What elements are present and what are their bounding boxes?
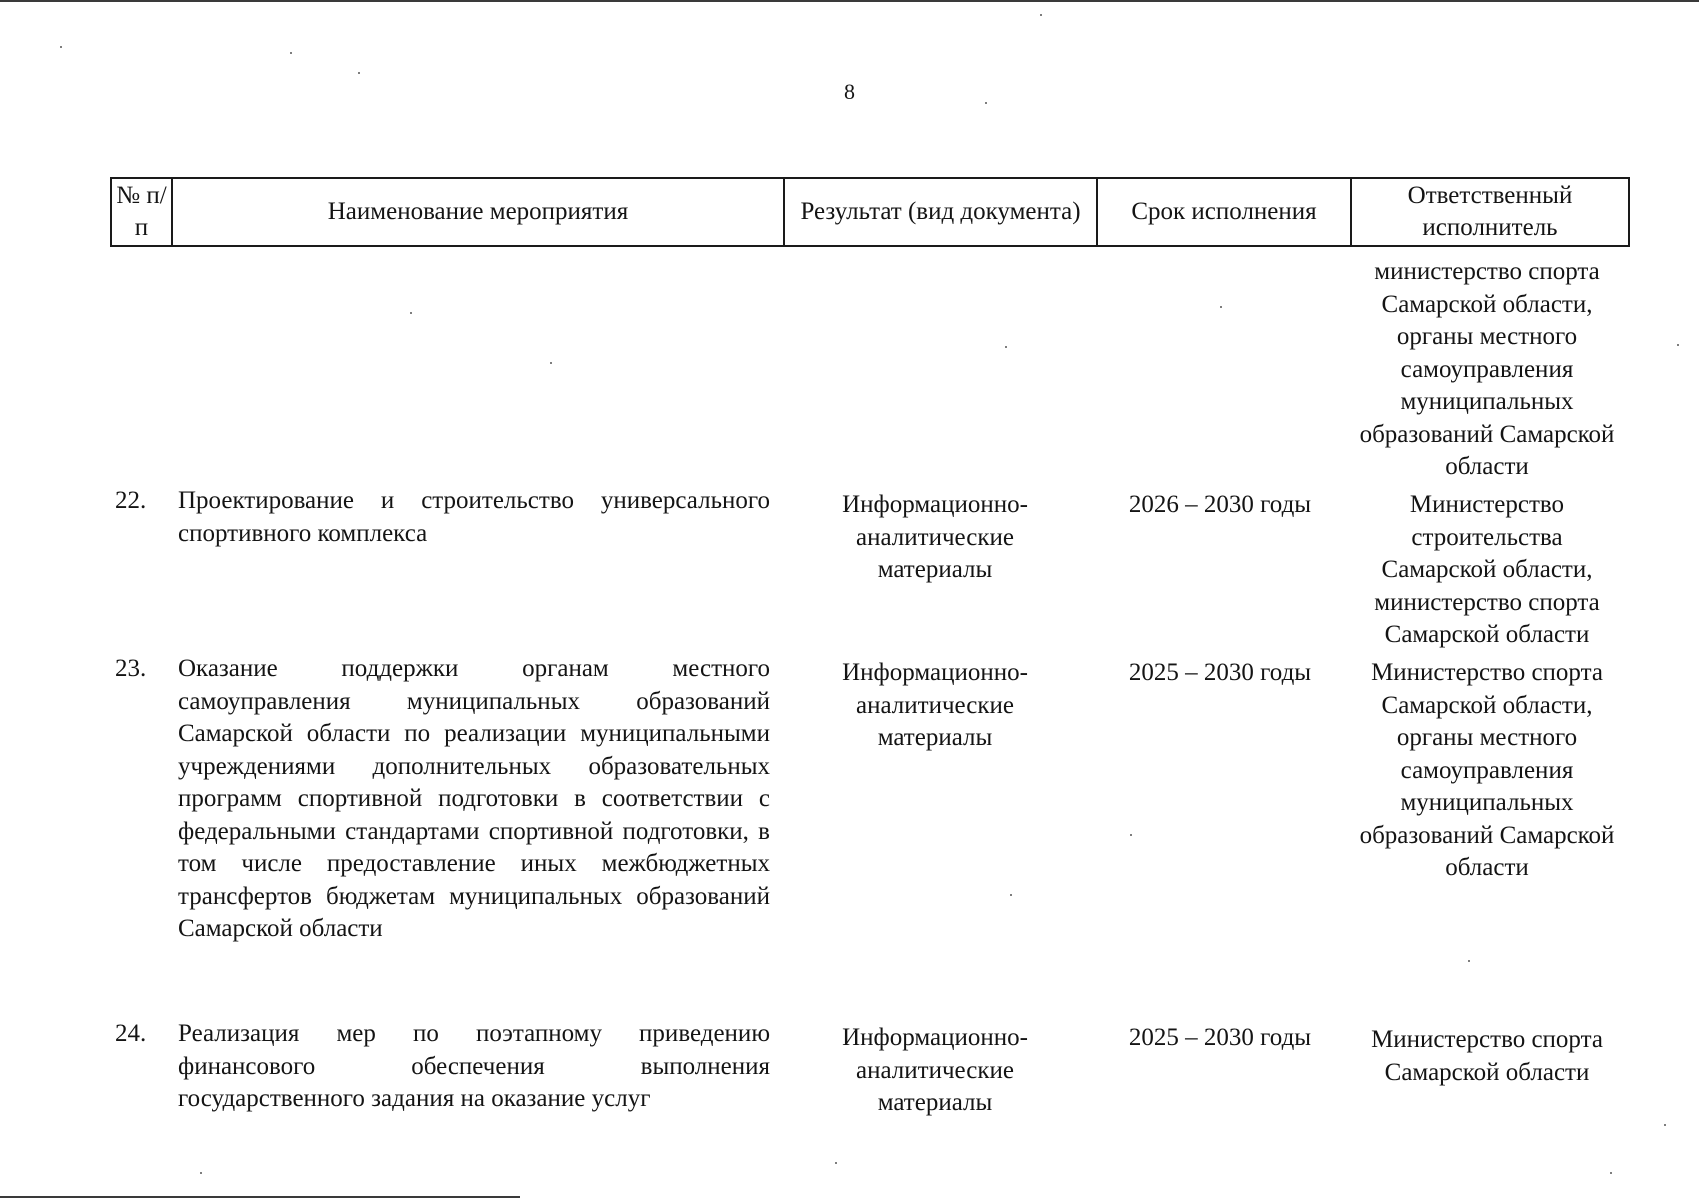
scan-speck bbox=[358, 72, 360, 74]
row-term: 2025 – 2030 годы bbox=[1128, 659, 1312, 686]
header-result: Результат (вид документа) bbox=[785, 179, 1098, 245]
page-number: 8 bbox=[844, 79, 855, 104]
scan-speck bbox=[550, 362, 552, 364]
scan-speck bbox=[60, 46, 62, 48]
scan-top-edge bbox=[0, 0, 1699, 2]
row-responsible: Министерство спорта Самарской области bbox=[1371, 1026, 1603, 1086]
scan-speck bbox=[1468, 960, 1470, 962]
row-name: Проектирование и строительство универсального спортивного комплекса bbox=[178, 487, 770, 547]
row-responsible: Министерство спорта Самарской области, органы местного самоуправления муниципальных образований Самарской области bbox=[1359, 659, 1615, 881]
row-name: Оказание поддержки органам местного самоуправления муниципальных образований Самарской области по реализации муниципальными учреждениями дополнительных образовательных программ спортивной подготовки в соответствии с федеральными стандартами спортивной подготовки, в том числе предоставление иных межбюджетных трансфертов бюджетам муниципальных образований Самарской области bbox=[178, 655, 770, 942]
scan-speck bbox=[835, 1162, 837, 1164]
row-number: 22. bbox=[115, 487, 147, 514]
header-responsible: Ответственный исполнитель bbox=[1407, 182, 1573, 241]
row-number: 24. bbox=[115, 1020, 147, 1047]
row-name: Реализация мер по поэтапному приведению финансового обеспечения выполнения государственного задания на оказание услуг bbox=[178, 1020, 770, 1112]
scan-speck bbox=[1664, 1124, 1666, 1126]
header-term: Срок исполнения bbox=[1098, 179, 1352, 245]
row-number: 23. bbox=[115, 655, 147, 682]
scan-speck bbox=[985, 102, 987, 104]
scan-speck bbox=[200, 1172, 202, 1174]
row-result: Информационно-аналитические материалы bbox=[842, 491, 1028, 583]
row-result: Информационно-аналитические материалы bbox=[842, 659, 1028, 751]
scan-speck bbox=[1040, 14, 1042, 16]
scan-speck bbox=[1010, 894, 1012, 896]
scan-bottom-edge bbox=[0, 1196, 520, 1198]
scan-speck bbox=[410, 312, 412, 314]
scan-speck bbox=[1610, 1172, 1612, 1174]
scan-speck bbox=[1220, 306, 1222, 308]
row-term: 2026 – 2030 годы bbox=[1128, 491, 1312, 518]
header-name: Наименование мероприятия bbox=[173, 179, 785, 245]
row-term: 2025 – 2030 годы bbox=[1128, 1024, 1312, 1051]
header-num: № п/п bbox=[112, 179, 173, 245]
row-responsible: Министерство строительства Самарской области, министерство спорта Самарской области bbox=[1374, 491, 1600, 648]
scan-speck bbox=[290, 52, 292, 54]
continuation-responsible: министерство спорта Самарской области, органы местного самоуправления муниципальных образований Самарской области bbox=[1359, 258, 1615, 480]
scan-speck bbox=[1130, 834, 1132, 836]
scan-speck bbox=[1005, 346, 1007, 348]
table-header bbox=[110, 177, 1630, 247]
scan-speck bbox=[1677, 344, 1679, 346]
row-result: Информационно-аналитические материалы bbox=[842, 1024, 1028, 1116]
